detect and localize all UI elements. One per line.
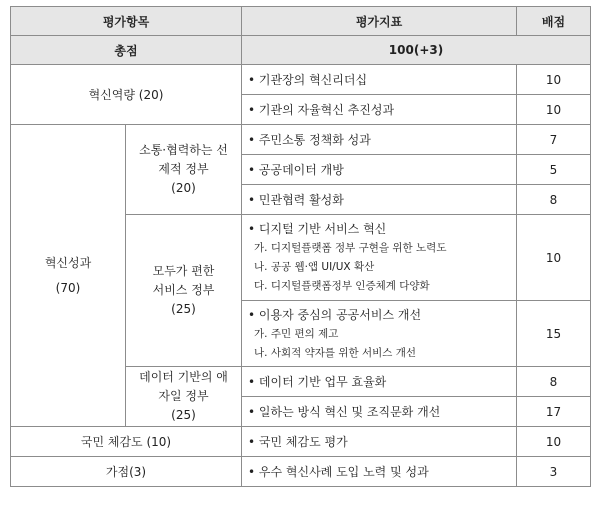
score-cell: 10 — [517, 215, 591, 301]
indicator-cell — [242, 185, 517, 215]
score-cell: 10 — [517, 427, 591, 457]
score-cell: 10 — [517, 95, 591, 125]
indicator-cell — [242, 155, 517, 185]
group-label-line: 제적 정부 — [158, 162, 209, 176]
sub-item: 다. 디지털플랫폼정부 인증체계 다양화 — [254, 280, 430, 292]
header-score: 배점 — [517, 7, 591, 36]
header-row — [11, 7, 591, 36]
indicator-text: • 주민소통 정책화 성과 — [248, 133, 371, 147]
score-cell: 7 — [517, 125, 591, 155]
group-label-line: 자일 정부 — [158, 389, 209, 403]
score-cell: 15 — [517, 301, 591, 367]
group-label-line: 모두가 편한 — [152, 264, 215, 278]
indicator-cell — [242, 427, 517, 457]
group-label — [126, 215, 242, 367]
indicator-text: • 기관의 자율혁신 추진성과 — [248, 103, 394, 117]
indicator-cell — [242, 301, 517, 367]
total-row — [11, 36, 591, 65]
table-row — [11, 427, 591, 457]
indicator-text: • 디지털 기반 서비스 혁신 — [248, 219, 512, 239]
indicator-text: • 기관장의 혁신리더십 — [248, 73, 367, 87]
performance-label — [11, 125, 126, 427]
group-label-line: (25) — [171, 302, 196, 316]
score-cell: 17 — [517, 397, 591, 427]
group-label-line: 데이터 기반의 애 — [139, 370, 228, 384]
table-row — [11, 125, 591, 155]
indicator-text: • 이용자 중심의 공공서비스 개선 — [248, 305, 512, 325]
indicator-cell — [242, 125, 517, 155]
indicator-cell — [242, 215, 517, 301]
indicator-cell — [242, 367, 517, 397]
group-label-line: 서비스 정부 — [152, 283, 215, 297]
indicator-cell — [242, 65, 517, 95]
header-indicator: 평가지표 — [242, 7, 517, 36]
table-row — [11, 457, 591, 487]
bonus-label: 가점(3) — [11, 457, 242, 487]
group-label-line: 소통·협력하는 선 — [139, 143, 228, 157]
table-row — [11, 65, 591, 95]
group-label-line: (20) — [171, 181, 196, 195]
evaluation-table — [10, 6, 591, 487]
performance-label-main: 혁신성과 — [44, 255, 92, 270]
sub-item: 나. 사회적 약자를 위한 서비스 개선 — [254, 346, 417, 359]
indicator-text: • 민관협력 활성화 — [248, 193, 344, 207]
performance-label-points: (70) — [55, 280, 81, 295]
indicator-text: • 국민 체감도 평가 — [248, 435, 348, 449]
score-cell: 5 — [517, 155, 591, 185]
score-cell: 8 — [517, 185, 591, 215]
group-label — [126, 125, 242, 215]
group-label — [126, 367, 242, 427]
group-label-line: (25) — [171, 408, 196, 422]
indicator-text: • 데이터 기반 업무 효율화 — [248, 375, 386, 389]
header-category: 평가항목 — [11, 7, 242, 36]
score-cell: 8 — [517, 367, 591, 397]
sub-item: 가. 디지털플랫폼 정부 구현을 위한 노력도 — [254, 242, 447, 254]
indicator-cell — [242, 457, 517, 487]
total-value: 100(+3) — [242, 36, 591, 65]
indicator-cell — [242, 397, 517, 427]
indicator-cell — [242, 95, 517, 125]
capacity-label: 혁신역량 (20) — [11, 65, 242, 125]
indicator-text: • 우수 혁신사례 도입 노력 및 성과 — [248, 465, 429, 479]
score-cell: 10 — [517, 65, 591, 95]
score-cell: 3 — [517, 457, 591, 487]
sub-item: 가. 주민 편의 제고 — [254, 327, 339, 340]
satisfaction-label: 국민 체감도 (10) — [11, 427, 242, 457]
indicator-text: • 일하는 방식 혁신 및 조직문화 개선 — [248, 405, 440, 419]
indicator-text: • 공공데이터 개방 — [248, 163, 344, 177]
total-label: 총점 — [11, 36, 242, 65]
sub-item: 나. 공공 웹·앱 UI/UX 확산 — [254, 261, 375, 273]
